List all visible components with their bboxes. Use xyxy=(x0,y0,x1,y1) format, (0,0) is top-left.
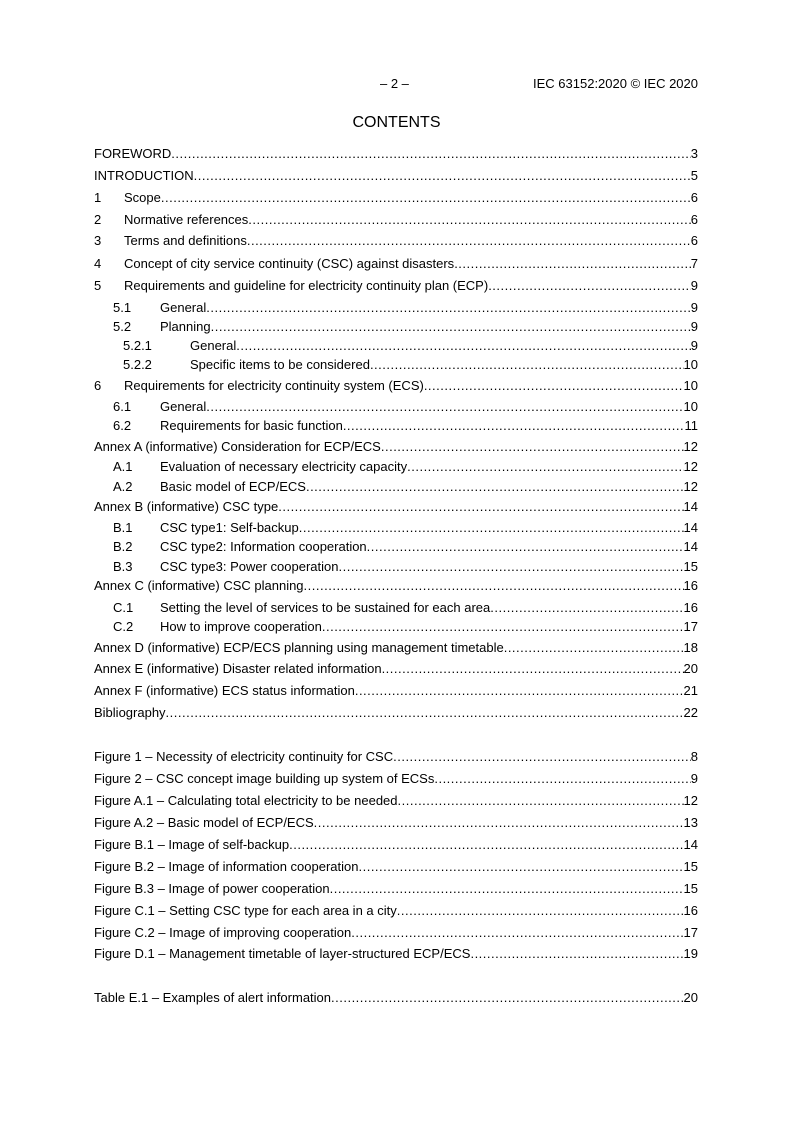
toc-entry[interactable] xyxy=(94,190,698,206)
dot-leader xyxy=(355,683,684,699)
dot-leader xyxy=(330,881,684,897)
entry-title: Terms and definitions xyxy=(124,233,247,248)
entry-page: 14 xyxy=(683,837,698,852)
entry-number: C.2 xyxy=(113,619,134,634)
entry-page: 7 xyxy=(690,256,698,271)
entry-title: Setting the level of services to be sustained for each area xyxy=(160,600,491,615)
entry-page: 6 xyxy=(690,212,698,227)
toc-entry[interactable] xyxy=(94,539,698,555)
entry-number: B.1 xyxy=(113,520,133,535)
entry-page: 15 xyxy=(683,559,698,574)
entry-title: FOREWORD xyxy=(94,146,172,161)
entry-number: 6 xyxy=(94,378,102,393)
entry-page: 11 xyxy=(684,418,698,433)
dot-leader xyxy=(166,705,684,721)
dot-leader xyxy=(488,278,691,294)
entry-number: A.2 xyxy=(113,479,133,494)
entry-title: Annex C (informative) CSC planning xyxy=(94,578,304,593)
entry-page: 15 xyxy=(683,881,698,896)
entry-title: Evaluation of necessary electricity capacity xyxy=(160,459,408,474)
entry-title: Bibliography xyxy=(94,705,166,720)
dot-leader xyxy=(490,600,683,616)
entry-page: 14 xyxy=(683,499,698,514)
figure-entry[interactable] xyxy=(94,881,698,897)
toc-entry[interactable] xyxy=(94,479,698,495)
toc-entry[interactable] xyxy=(94,705,698,721)
figure-entry[interactable] xyxy=(94,815,698,831)
dot-leader xyxy=(398,793,684,809)
toc-entry[interactable] xyxy=(94,399,698,415)
entry-title: Annex D (informative) ECP/ECS planning using management timetable xyxy=(94,640,504,655)
entry-page: 12 xyxy=(683,479,698,494)
entry-page: 21 xyxy=(683,683,698,698)
entry-number: A.1 xyxy=(113,459,133,474)
entry-title: Figure B.2 – Image of information cooperation xyxy=(94,859,359,874)
entry-title: Requirements for basic function xyxy=(160,418,343,433)
entry-page: 12 xyxy=(683,439,698,454)
dot-leader xyxy=(382,661,684,677)
document-id: IEC 63152:2020 © IEC 2020 xyxy=(533,76,698,91)
entry-title: General xyxy=(160,300,207,315)
entry-title: Annex F (informative) ECS status information xyxy=(94,683,355,698)
entry-title: Figure A.2 – Basic model of ECP/ECS xyxy=(94,815,314,830)
entry-number: 5.1 xyxy=(113,300,132,315)
toc-entry[interactable] xyxy=(94,378,698,394)
entry-page: 19 xyxy=(683,946,698,961)
dot-leader xyxy=(206,300,691,316)
toc-entry[interactable] xyxy=(94,256,698,272)
dot-leader xyxy=(504,640,684,656)
entry-page: 10 xyxy=(683,399,698,414)
dot-leader xyxy=(338,559,683,575)
toc-entry[interactable] xyxy=(94,418,698,434)
dot-leader xyxy=(247,233,691,249)
dot-leader xyxy=(351,925,683,941)
figure-entry[interactable] xyxy=(94,749,698,765)
entry-page: 14 xyxy=(683,539,698,554)
entry-title: How to improve cooperation xyxy=(160,619,322,634)
toc-entry[interactable] xyxy=(94,499,698,515)
dot-leader xyxy=(397,903,684,919)
entry-page: 9 xyxy=(690,300,698,315)
entry-title: Basic model of ECP/ECS xyxy=(160,479,306,494)
dot-leader xyxy=(331,990,684,1006)
dot-leader xyxy=(424,378,684,394)
toc-entry[interactable] xyxy=(94,168,698,184)
entry-title: Requirements for electricity continuity system (ECS) xyxy=(124,378,424,393)
figure-entry[interactable] xyxy=(94,859,698,875)
entry-title: Requirements and guideline for electricity continuity plan (ECP) xyxy=(124,278,489,293)
entry-title: Figure B.1 – Image of self-backup xyxy=(94,837,290,852)
toc-entry[interactable] xyxy=(94,278,698,294)
toc-entry[interactable] xyxy=(94,146,698,162)
entry-page: 10 xyxy=(683,357,698,372)
entry-number: 5 xyxy=(94,278,102,293)
dot-leader xyxy=(370,357,684,373)
dot-leader xyxy=(211,319,691,335)
entry-number: 5.2 xyxy=(113,319,132,334)
dot-leader xyxy=(304,578,684,594)
entry-number: 4 xyxy=(94,256,102,271)
toc-entry[interactable] xyxy=(94,600,698,616)
dot-leader xyxy=(299,520,684,536)
entry-title: Figure C.2 – Image of improving cooperation xyxy=(94,925,352,940)
entry-number: C.1 xyxy=(113,600,134,615)
entry-number: B.2 xyxy=(113,539,133,554)
entry-number: 6.2 xyxy=(113,418,132,433)
entry-title: INTRODUCTION xyxy=(94,168,194,183)
entry-page: 9 xyxy=(690,338,698,353)
contents-title: CONTENTS xyxy=(352,114,441,131)
entry-number: 5.2.2 xyxy=(123,357,152,372)
toc-entry[interactable] xyxy=(94,661,698,677)
dot-leader xyxy=(236,338,691,354)
dot-leader xyxy=(314,815,684,831)
entry-page: 14 xyxy=(683,520,698,535)
entry-title: Figure 2 – CSC concept image building up system of ECSs xyxy=(94,771,435,786)
toc-entry[interactable] xyxy=(94,212,698,228)
toc-entry[interactable] xyxy=(94,520,698,536)
entry-page: 9 xyxy=(690,278,698,293)
entry-title: CSC type2: Information cooperation xyxy=(160,539,367,554)
entry-page: 18 xyxy=(683,640,698,655)
entry-page: 22 xyxy=(683,705,698,720)
entry-title: Annex E (informative) Disaster related information xyxy=(94,661,382,676)
entry-page: 20 xyxy=(683,990,698,1005)
entry-title: General xyxy=(190,338,237,353)
dot-leader xyxy=(393,749,691,765)
entry-title: Specific items to be considered xyxy=(190,357,370,372)
dot-leader xyxy=(358,859,683,875)
toc-entry[interactable] xyxy=(94,683,698,699)
entry-number: 5.2.1 xyxy=(123,338,152,353)
figure-entry[interactable] xyxy=(94,903,698,919)
entry-page: 15 xyxy=(683,859,698,874)
dot-leader xyxy=(381,439,684,455)
entry-page: 9 xyxy=(690,771,698,786)
toc-entry[interactable] xyxy=(94,300,698,316)
entry-title: Figure A.1 – Calculating total electricity to be needed xyxy=(94,793,398,808)
dot-leader xyxy=(289,837,683,853)
entry-number: B.3 xyxy=(113,559,133,574)
entry-page: 16 xyxy=(683,903,698,918)
toc-entry[interactable] xyxy=(94,319,698,335)
entry-page: 5 xyxy=(690,168,698,183)
entry-title: Normative references xyxy=(124,212,249,227)
entry-page: 13 xyxy=(683,815,698,830)
entry-title: Figure B.3 – Image of power cooperation xyxy=(94,881,330,896)
entry-page: 8 xyxy=(690,749,698,764)
entry-page: 9 xyxy=(690,319,698,334)
toc-entry[interactable] xyxy=(94,619,698,635)
entry-title: Annex B (informative) CSC type xyxy=(94,499,279,514)
toc-entry[interactable] xyxy=(94,640,698,656)
entry-page: 12 xyxy=(683,793,698,808)
entry-page: 16 xyxy=(683,600,698,615)
dot-leader xyxy=(407,459,683,475)
entry-number: 3 xyxy=(94,233,102,248)
entry-title: Figure 1 – Necessity of electricity continuity for CSC xyxy=(94,749,394,764)
entry-title: Table E.1 – Examples of alert information xyxy=(94,990,332,1005)
figure-entry[interactable] xyxy=(94,771,698,787)
toc-entry[interactable] xyxy=(94,439,698,455)
figure-entry[interactable] xyxy=(94,793,698,809)
toc-entry[interactable] xyxy=(94,459,698,475)
toc-entry[interactable] xyxy=(94,357,698,373)
dot-leader xyxy=(434,771,690,787)
dot-leader xyxy=(454,256,691,272)
dot-leader xyxy=(306,479,684,495)
toc-entry[interactable] xyxy=(94,578,698,594)
entry-title: CSC type3: Power cooperation xyxy=(160,559,339,574)
dot-leader xyxy=(206,399,683,415)
toc-entry[interactable] xyxy=(94,559,698,575)
entry-title: Annex A (informative) Consideration for ECP/ECS xyxy=(94,439,381,454)
entry-title: Scope xyxy=(124,190,161,205)
entry-title: Figure C.1 – Setting CSC type for each area in a city xyxy=(94,903,397,918)
dot-leader xyxy=(470,946,683,962)
entry-title: CSC type1: Self-backup xyxy=(160,520,299,535)
entry-title: Concept of city service continuity (CSC) against disasters xyxy=(124,256,455,271)
entry-page: 6 xyxy=(690,233,698,248)
entry-page: 12 xyxy=(683,459,698,474)
dot-leader xyxy=(248,212,690,228)
dot-leader xyxy=(171,146,690,162)
page-number: – 2 – xyxy=(380,76,409,91)
table-entry[interactable] xyxy=(94,990,698,1006)
entry-page: 10 xyxy=(683,378,698,393)
entry-title: General xyxy=(160,399,207,414)
figure-entry[interactable] xyxy=(94,946,698,962)
entry-title: Figure D.1 – Management timetable of layer-structured ECP/ECS xyxy=(94,946,471,961)
entry-number: 2 xyxy=(94,212,102,227)
dot-leader xyxy=(278,499,683,515)
entry-title: Planning xyxy=(160,319,211,334)
entry-page: 17 xyxy=(683,925,698,940)
entry-page: 16 xyxy=(683,578,698,593)
entry-page: 3 xyxy=(690,146,698,161)
entry-number: 6.1 xyxy=(113,399,132,414)
toc-entry[interactable] xyxy=(94,338,698,354)
entry-page: 20 xyxy=(683,661,698,676)
dot-leader xyxy=(194,168,691,184)
dot-leader xyxy=(367,539,684,555)
toc-entry[interactable] xyxy=(94,233,698,249)
figure-entry[interactable] xyxy=(94,925,698,941)
dot-leader xyxy=(343,418,685,434)
entry-page: 17 xyxy=(683,619,698,634)
entry-number: 1 xyxy=(94,190,102,205)
dot-leader xyxy=(322,619,684,635)
figure-entry[interactable] xyxy=(94,837,698,853)
entry-page: 6 xyxy=(690,190,698,205)
dot-leader xyxy=(161,190,691,206)
